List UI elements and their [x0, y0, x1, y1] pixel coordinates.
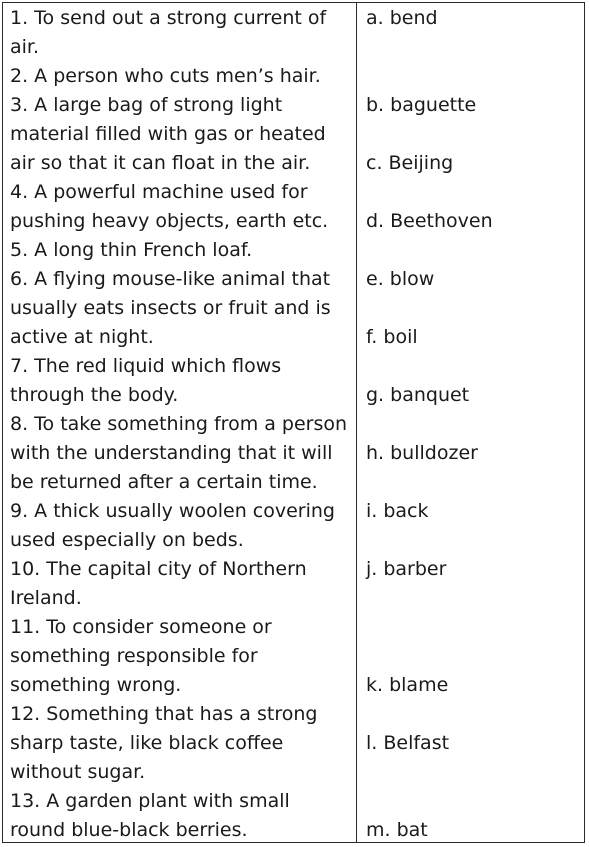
definition-line: sharp taste, like black coffee [10, 732, 284, 754]
column-divider [356, 2, 357, 843]
definition-line: active at night. [10, 326, 154, 348]
definition-line: 5. A long thin French loaf. [10, 239, 253, 261]
answer-item: f. boil [366, 326, 418, 348]
definition-line: be returned after a certain time. [10, 471, 318, 493]
answer-item: j. barber [366, 558, 447, 580]
definition-item [10, 236, 354, 265]
definition-item [10, 352, 354, 410]
definition-item [10, 497, 354, 555]
answer-item: a. bend [366, 7, 438, 29]
definition-line: Ireland. [10, 587, 82, 609]
definition-line: 6. A flying mouse-like animal that [10, 268, 331, 290]
definition-line: 7. The red liquid which flows [10, 355, 282, 377]
definition-line: 11. To consider someone or [10, 616, 272, 638]
definition-item [10, 4, 354, 62]
definition-line: 9. A thick usually woolen covering [10, 500, 335, 522]
answer-item: m. bat [366, 819, 428, 841]
definition-line: 13. A garden plant with small [10, 790, 290, 812]
answer-item: e. blow [366, 268, 435, 290]
definition-item [10, 410, 354, 497]
definition-line: with the understanding that it will [10, 442, 333, 464]
answer-item: b. baguette [366, 94, 477, 116]
answers-column [366, 4, 581, 845]
definition-item [10, 700, 354, 787]
definition-line: pushing heavy objects, earth etc. [10, 210, 329, 232]
definition-line: 12. Something that has a strong [10, 703, 318, 725]
definition-line: something wrong. [10, 674, 182, 696]
definition-line: 3. A large bag of strong light [10, 94, 283, 116]
definition-line: material filled with gas or heated [10, 123, 326, 145]
definition-item [10, 787, 354, 845]
definition-item [10, 265, 354, 352]
definition-item [10, 178, 354, 236]
answer-item: k. blame [366, 674, 449, 696]
answer-item: i. back [366, 500, 429, 522]
definition-line: used especially on beds. [10, 529, 244, 551]
definition-line: through the body. [10, 384, 179, 406]
definition-line: air so that it can float in the air. [10, 152, 311, 174]
definition-line: 4. A powerful machine used for [10, 181, 308, 203]
definition-item [10, 62, 354, 91]
definition-line: air. [10, 36, 40, 58]
definitions-column [10, 4, 354, 845]
definition-line: something responsible for [10, 645, 258, 667]
answer-item: d. Beethoven [366, 210, 493, 232]
definition-line: 10. The capital city of Northern [10, 558, 307, 580]
answer-item: c. Beijing [366, 152, 454, 174]
definition-line: 2. A person who cuts men’s hair. [10, 65, 321, 87]
definition-item [10, 91, 354, 178]
definition-line: usually eats insects or fruit and is [10, 297, 331, 319]
definition-line: 1. To send out a strong current of [10, 7, 327, 29]
answer-item: l. Belfast [366, 732, 450, 754]
definition-item [10, 555, 354, 613]
definition-line: round blue-black berries. [10, 819, 248, 841]
answer-item: h. bulldozer [366, 442, 478, 464]
answer-item: g. banquet [366, 384, 470, 406]
definition-item [10, 613, 354, 700]
definition-line: 8. To take something from a person [10, 413, 348, 435]
definition-line: without sugar. [10, 761, 146, 783]
